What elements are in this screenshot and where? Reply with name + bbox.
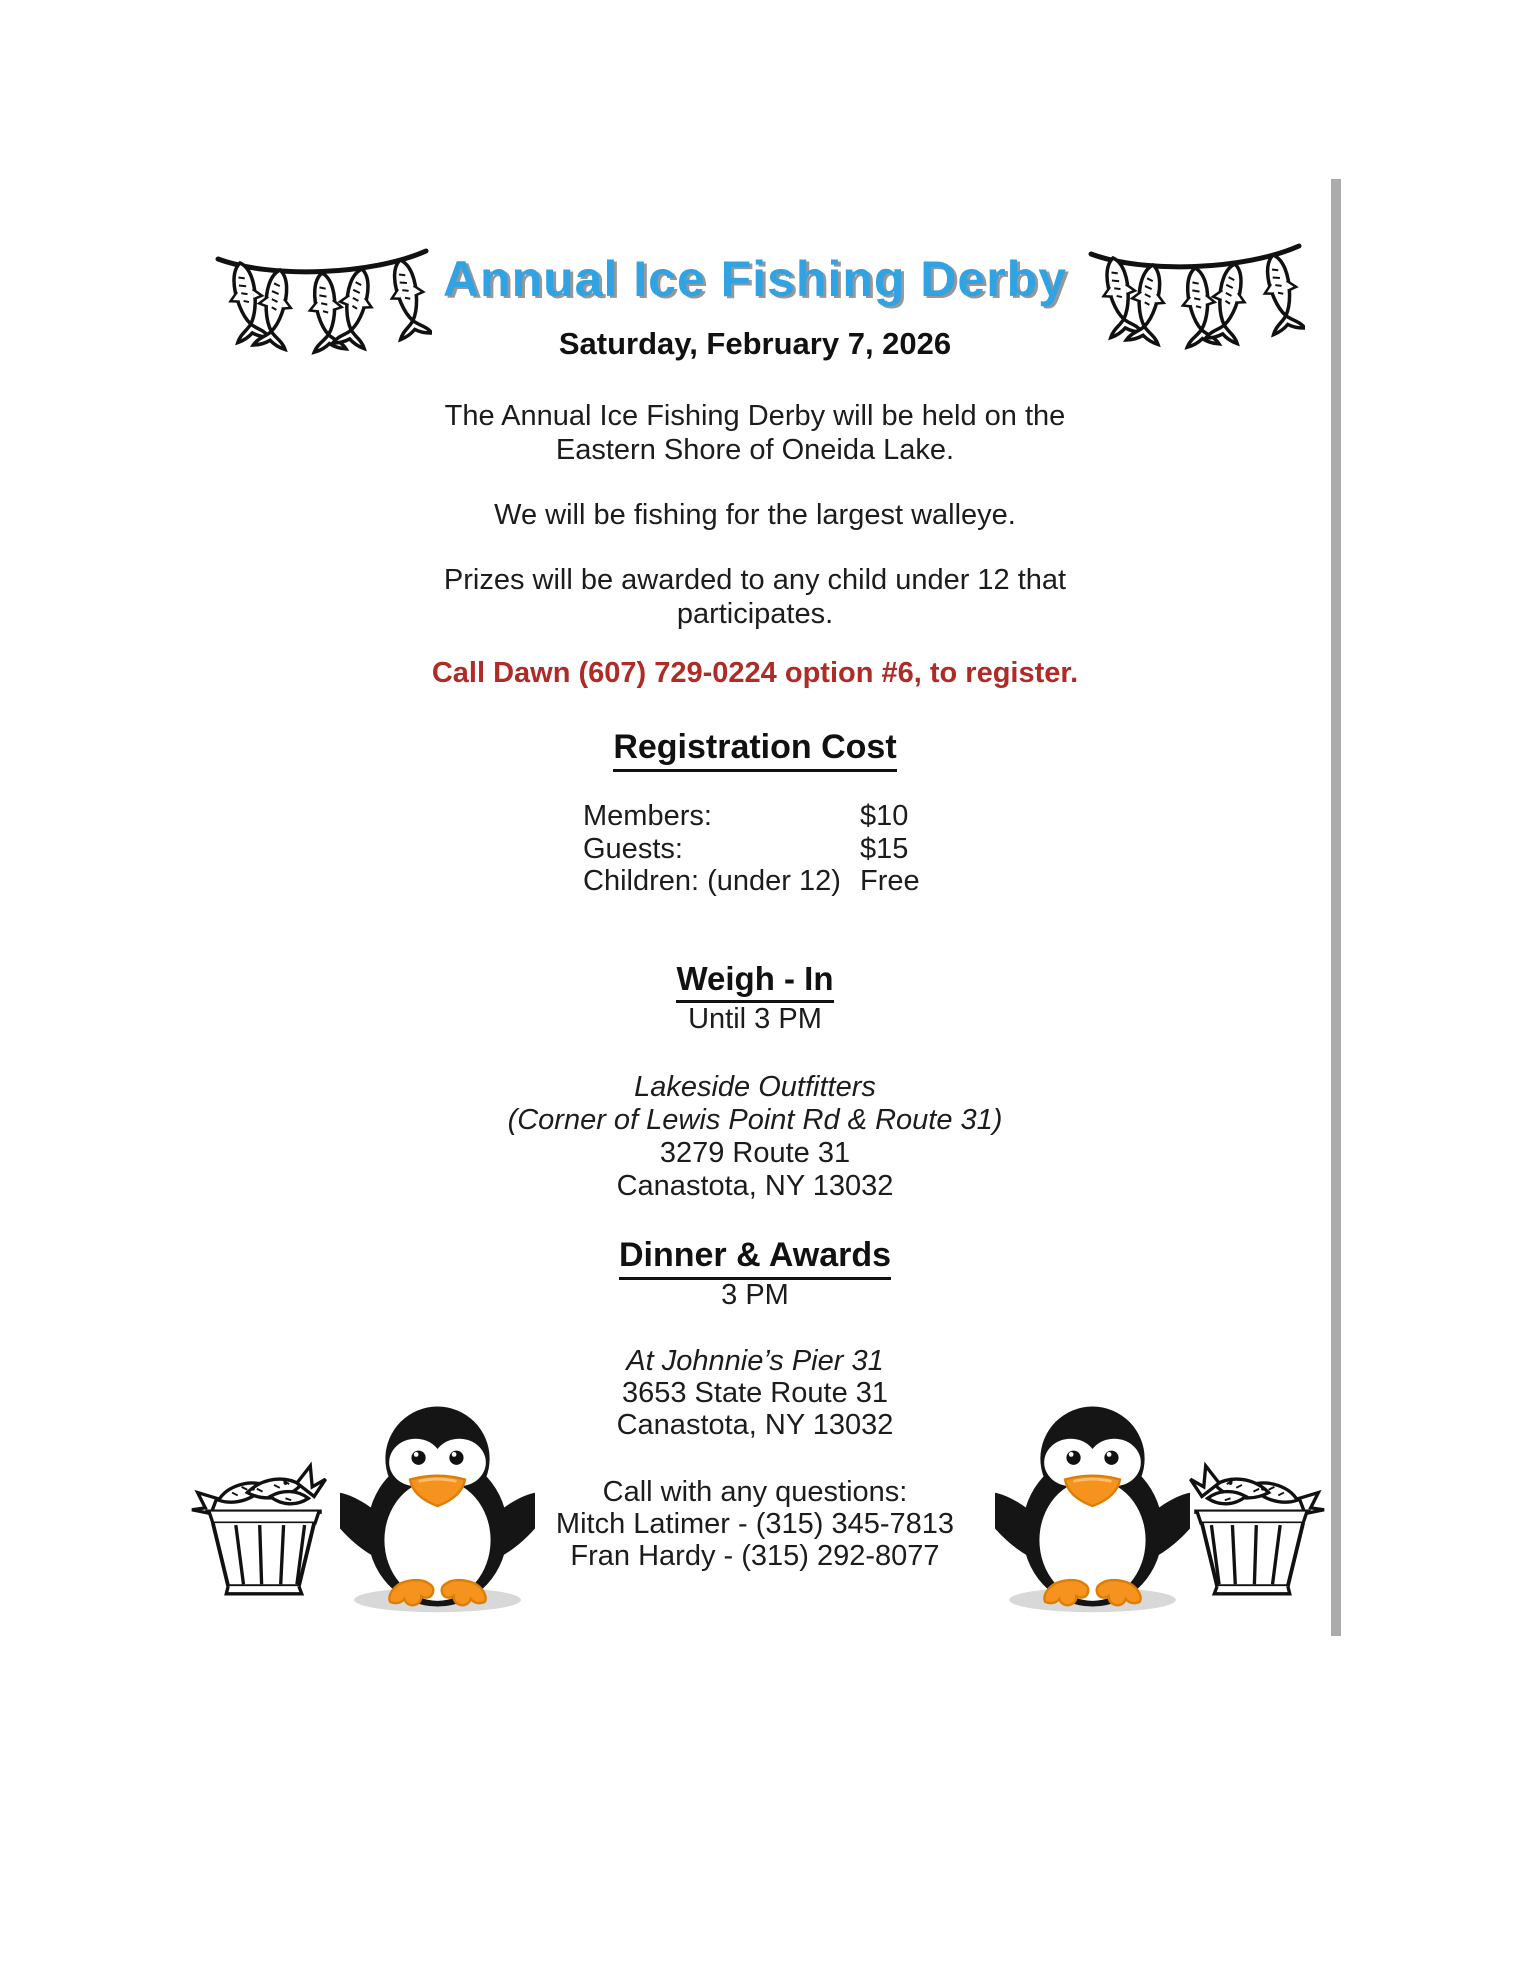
registration-table [583, 800, 920, 898]
weigh-in-heading-text: Weigh - In [676, 960, 833, 1003]
weigh-in-time: Until 3 PM [688, 1003, 822, 1035]
registration-heading-text: Registration Cost [613, 728, 896, 772]
dinner-awards-heading-text: Dinner & Awards [619, 1236, 891, 1280]
address-line: 3279 Route 31 [659, 1137, 851, 1169]
venue-note: (Corner of Lewis Point Rd & Route 31) [507, 1104, 1003, 1136]
register-notice: Call Dawn (607) 729-0224 option #6, to register. [431, 657, 1079, 689]
page-title: Annual Ice Fishing Derby [442, 251, 1068, 307]
contact-line: Mitch Latimer - (315) 345-7813 [555, 1508, 955, 1540]
venue-name: At Johnnie’s Pier 31 [626, 1345, 884, 1377]
intro-paragraph [0, 563, 1520, 631]
cost-label: Children: (under 12) [583, 865, 841, 897]
dinner-time: 3 PM [721, 1279, 789, 1311]
intro-line: The Annual Ice Fishing Derby will be held on the [444, 400, 1066, 432]
intro-line: We will be fishing for the largest walleye. [494, 499, 1016, 531]
venue-name: Lakeside Outfitters [634, 1071, 876, 1103]
cost-value: $10 [860, 800, 909, 832]
cost-label: Members: [583, 800, 712, 832]
penguin-icon [995, 1398, 1190, 1616]
address-line: Canastota, NY 13032 [616, 1409, 894, 1441]
dinner-venue-block [0, 1345, 1520, 1441]
intro-line: Eastern Shore of Oneida Lake. [555, 434, 955, 466]
cost-value: $15 [860, 832, 909, 865]
registration-heading [0, 728, 1520, 772]
weigh-in-venue-block [0, 1071, 1520, 1203]
dinner-awards-heading [0, 1236, 1520, 1280]
intro-paragraph [0, 399, 1520, 467]
intro-paragraph [0, 498, 1520, 532]
weigh-in-heading [0, 960, 1520, 1003]
page-edge-shadow [1331, 179, 1341, 1636]
fish-basket-icon [190, 1452, 338, 1600]
table-row [583, 800, 920, 833]
intro-line: participates. [676, 598, 834, 630]
address-line: Canastota, NY 13032 [616, 1170, 894, 1202]
cost-label: Guests: [583, 832, 683, 865]
contact-heading: Call with any questions: [602, 1476, 908, 1508]
cost-value: Free [860, 865, 920, 897]
table-row [583, 833, 920, 866]
intro-line: Prizes will be awarded to any child under 12 that [443, 564, 1067, 596]
address-line: 3653 State Route 31 [621, 1377, 889, 1409]
contact-line: Fran Hardy - (315) 292-8077 [570, 1540, 940, 1572]
event-date: Saturday, February 7, 2026 [558, 326, 952, 361]
penguin-icon [340, 1398, 535, 1616]
table-row [583, 865, 920, 898]
fish-basket-icon [1178, 1452, 1326, 1600]
